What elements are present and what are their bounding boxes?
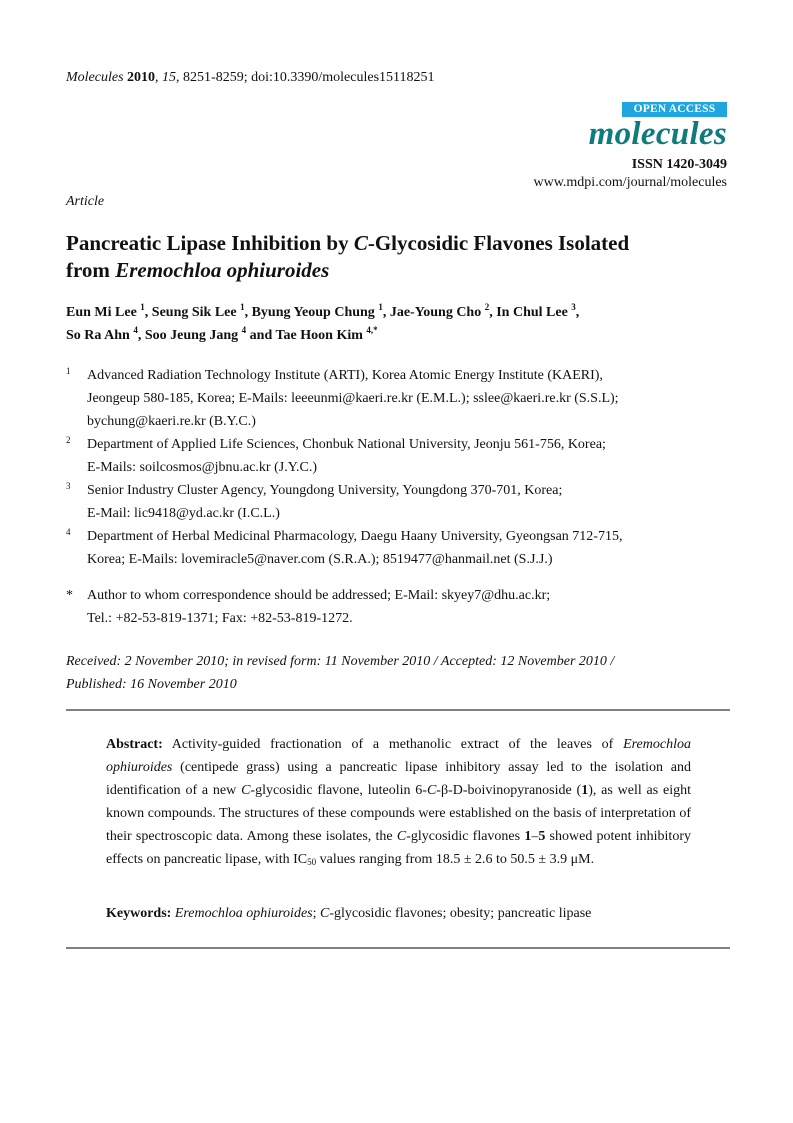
keyword-text: -glycosidic flavones; obesity; pancreatic lipase [329,906,592,921]
affiliation-2 [66,433,746,479]
author-affil-ref: 3 [571,302,576,312]
issn: ISSN 1420-3049 [631,157,727,172]
abstract-text: -boivinopyranoside ( [462,783,582,798]
article-title [66,230,746,284]
affiliation-line: bychung@kaeri.re.kr (B.Y.C.) [87,414,256,429]
abstract-smallcaps: D [452,783,463,798]
abstract-text: Activity-guided fractionation of a methanolic extract of the leaves of [162,737,624,752]
author-sep: and [246,328,276,343]
dates-line: Received: 2 November 2010; in revised form: 11 November 2010 / Accepted: 12 November 2010 / [66,654,615,669]
abstract-italic: C [426,783,437,798]
affiliation-line: Advanced Radiation Technology Institute (ARTI), Korea Atomic Energy Institute (KAERI), [87,368,603,383]
affiliation-line: Department of Herbal Medicinal Pharmacology, Daegu Haany University, Gyeongsan 712-715, [87,529,623,544]
abstract-label: Abstract: [106,737,163,752]
compound-number: 1 [581,783,589,798]
abstract-text: -β- [436,783,453,798]
abstract [106,733,691,874]
year: 2010 [127,70,156,85]
abstract-text: – [531,829,539,844]
journal-name: Molecules [66,70,124,85]
open-access-badge: OPEN ACCESS [622,102,727,117]
journal-website-link[interactable]: www.mdpi.com/journal/molecules [533,175,727,190]
author-list [66,301,746,347]
title-text: -Glycosidic Flavones Isolated [367,231,630,255]
author-affil-ref: 1 [240,302,245,312]
author: So Ra Ahn [66,328,130,343]
affiliation-number: 1 [66,366,71,376]
author-sep: , [144,305,152,320]
author-sep: , [575,305,580,320]
author-sep: , [137,328,145,343]
affiliation-line: E-Mail: lic9418@yd.ac.kr (I.C.L.) [87,506,280,521]
author-sep: , [382,305,390,320]
correspondence-line: Author to whom correspondence should be addressed; E-Mail: skyey7@dhu.ac.kr; [87,588,551,603]
author: In Chul Lee [496,305,568,320]
author-affil-ref: 1 [140,302,145,312]
title-text: Pancreatic Lipase Inhibition by [66,231,354,255]
keywords-label: Keywords: [106,906,172,921]
journal-logo: molecules [588,116,727,152]
author-sep: , [244,305,252,320]
keyword-italic: Eremochloa ophiuroides [174,906,313,921]
affiliation-4 [66,525,746,571]
affiliation-number: 2 [66,435,71,445]
asterisk-marker: * [66,588,73,603]
abstract-text: (centipede grass) using a pancreatic lipase inhibitory assay led to the isolation and identification of a new [106,760,691,798]
dates-line: Published: 16 November 2010 [66,677,237,692]
affiliation-line: E-Mails: soilcosmos@jbnu.ac.kr (J.Y.C.) [87,460,318,475]
affiliation-3 [66,479,746,525]
author-affil-ref: 4,* [366,325,378,335]
keyword-text: ; [312,906,320,921]
citation-line: Molecules 2010, 15, 8251-8259; doi:10.3390/molecules15118251 [66,70,435,85]
affiliations [66,364,746,571]
author: Jae-Young Cho [389,305,482,320]
author: Byung Yeoup Chung [251,305,375,320]
abstract-text: showed potent inhibitory effects on pancreatic lipase, with IC [106,829,691,867]
abstract-text: -glycosidic flavones [406,829,525,844]
abstract-text: -glycosidic flavone, luteolin 6- [250,783,427,798]
title-text: from [66,258,116,282]
affiliation-line: Korea; E-Mails: lovemiracle5@naver.com (S.R.A.); 8519477@hanmail.net (S.J.J.) [87,552,553,567]
author-sep: , [489,305,497,320]
divider-bottom [66,947,730,949]
affiliation-number: 3 [66,481,71,491]
affiliation-line: Jeongeup 580-185, Korea; E-Mails: leeeunmi@kaeri.re.kr (E.M.L.); sslee@kaeri.re.kr (S.S.L); [87,391,619,406]
abstract-italic: Eremochloa ophiuroides [106,737,691,775]
keywords [106,906,706,922]
affiliation-line: Senior Industry Cluster Agency, Youngdong University, Youngdong 370-701, Korea; [87,483,563,498]
keyword-italic: C [320,906,330,921]
abstract-italic: C [241,783,251,798]
abstract-italic: C [396,829,407,844]
affiliation-number: 4 [66,527,71,537]
author-affil-ref: 2 [484,302,490,312]
title-italic: C [353,231,368,255]
pages-doi: 8251-8259; doi:10.3390/molecules15118251 [183,70,435,85]
author-affil-ref: 4 [241,325,247,335]
title-species: Eremochloa ophiuroides [115,258,330,282]
article-type: Article [66,194,105,209]
correspondence-line: Tel.: +82-53-819-1371; Fax: +82-53-819-1272. [87,611,353,626]
author-affil-ref: 4 [133,325,138,335]
subscript: 50 [307,857,317,867]
correspondence [66,584,746,630]
volume: 15 [162,70,177,85]
divider-top [66,709,730,711]
abstract-text: values ranging from 18.5 ± 2.6 to 50.5 ± 3.9 μM. [316,852,595,867]
abstract-text: ), as well as eight known compounds. The structures of these compounds were established on the basis of interpretation of their spectroscopic data. Among these isolates, the [106,783,691,844]
author: Seung Sik Lee [151,305,237,320]
publication-dates [66,650,746,696]
compound-number: 5 [538,829,546,844]
affiliation-1 [66,364,746,433]
author: Tae Hoon Kim [275,328,363,343]
affiliation-line: Department of Applied Life Sciences, Chonbuk National University, Jeonju 561-756, Korea; [87,437,606,452]
compound-number: 1 [524,829,532,844]
author: Eun Mi Lee [66,305,137,320]
author-affil-ref: 1 [378,302,383,312]
author: Soo Jeung Jang [144,328,239,343]
